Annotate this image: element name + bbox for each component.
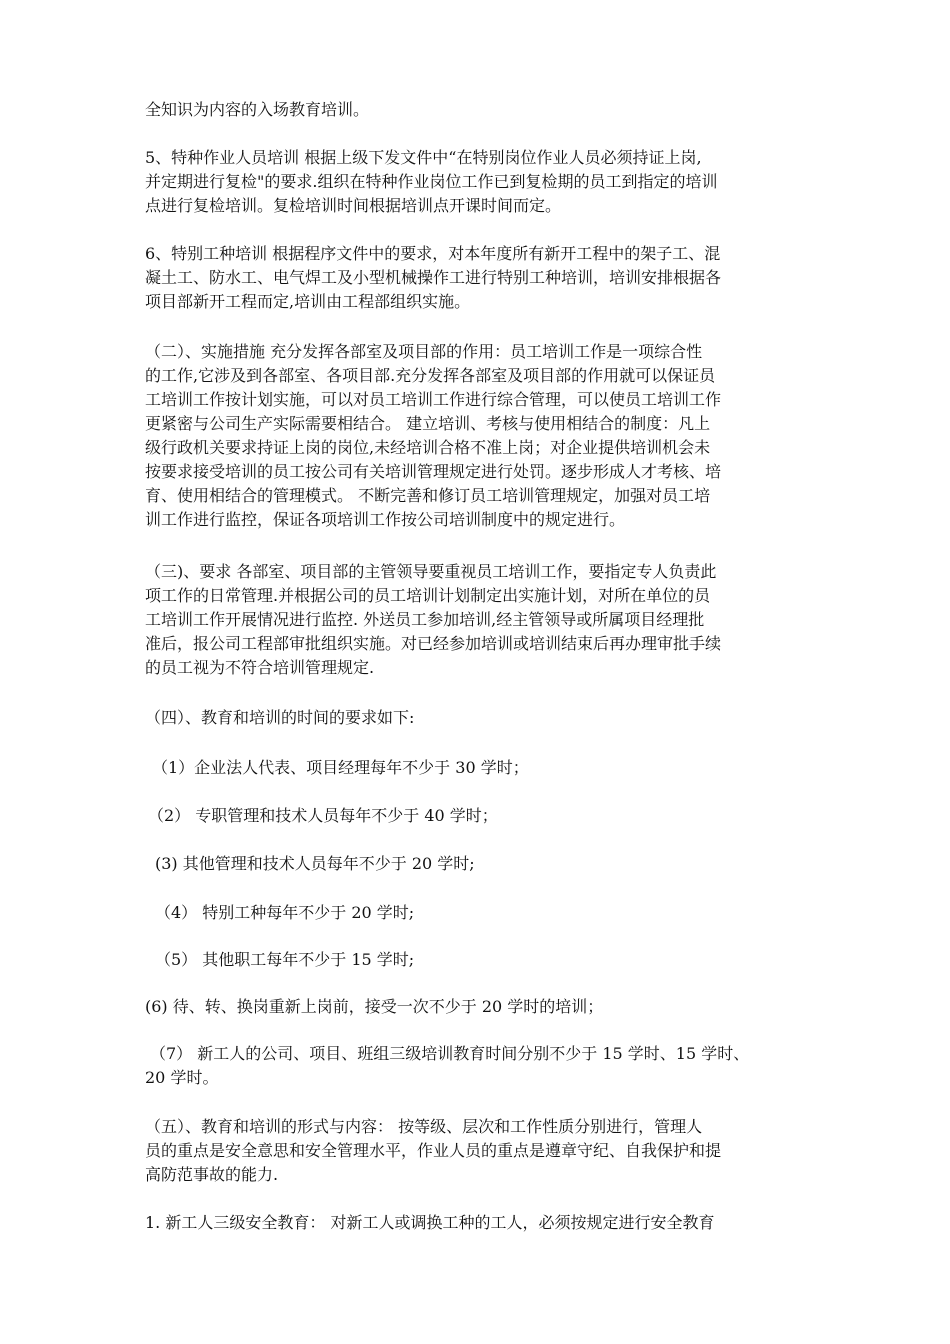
paragraph-special-trades-training [145,242,845,314]
text-line: 育、使用相结合的管理模式。 不断完善和修订员工培训管理规定，加强对员工培 [145,486,711,505]
text-line: 级行政机关要求持证上岗的岗位,未经培训合格不准上岗；对企业提供培训机会未 [145,438,711,457]
text-line: 项目部新开工程而定,培训由工程部组织实施。 [145,292,471,311]
text-line: 准后，报公司工程部审批组织实施。对已经参加培训或培训结束后再办理审批手续 [145,634,722,653]
text-line: 的工作,它涉及到各部室、各项目部.充分发挥各部室及项目部的作用就可以保证员 [145,366,716,385]
text-line: （7） 新工人的公司、项目、班组三级培训教育时间分别不少于 15 学时、15 学时、 [150,1044,750,1063]
list-item-5: （5） 其他职工每年不少于 15 学时; [155,950,415,969]
text-line: （四）、教育和培训的时间的要求如下: [145,708,415,727]
text-line: 员的重点是安全意思和安全管理水平，作业人员的重点是遵章守纪、自我保护和提 [145,1141,722,1160]
text-line: （五）、教育和培训的形式与内容： 按等级、层次和工作性质分别进行，管理人 [145,1117,703,1136]
paragraph-three-level-safety [145,1211,845,1235]
list-item-4: （4） 特别工种每年不少于 20 学时; [155,903,415,922]
text-line: 训工作进行监控，保证各项培训工作按公司培训制度中的规定进行。 [145,510,626,529]
paragraph-training-hours-heading [145,706,845,730]
text-line: 20 学时。 [145,1068,219,1087]
text-line: 按要求接受培训的员工按公司有关培训管理规定进行处罚。逐步形成人才考核、培 [145,462,722,481]
list-item-2: （2） 专职管理和技术人员每年不少于 40 学时； [148,806,498,825]
text-line: 1. 新工人三级安全教育： 对新工人或调换工种的工人，必须按规定进行安全教育 [145,1213,715,1232]
list-item-3: (3) 其他管理和技术人员每年不少于 20 学时; [155,854,475,873]
text-line: 全知识为内容的入场教育培训。 [145,100,370,119]
text-line: 项工作的日常管理.并根据公司的员工培训计划制定出实施计划，对所在单位的员 [145,586,711,605]
paragraph-training-forms [145,1115,845,1187]
text-line: 工培训工作按计划实施，可以对员工培训工作进行综合管理，可以使员工培训工作 [145,390,722,409]
paragraph-item-7 [145,1042,850,1090]
list-item-6: (6) 待、转、换岗重新上岗前，接受一次不少于 20 学时的培训； [145,997,604,1016]
text-line: 凝土工、防水工、电气焊工及小型机械操作工进行特别工种培训，培训安排根据各 [145,268,722,287]
paragraph-special-operations-training [145,146,845,218]
text-line: 点进行复检培训。复检培训时间根据培训点开课时间而定。 [145,196,562,215]
paragraph-requirements [145,560,845,680]
text-line: 工培训工作开展情况进行监控. 外送员工参加培训,经主管领导或所属项目经理批 [145,610,705,629]
text-line: 5、特种作业人员培训 根据上级下发文件中“在特别岗位作业人员必须持证上岗, [145,148,702,167]
text-line: （三)、要求 各部室、项目部的主管领导要重视员工培训工作，要指定专人负责此 [145,562,717,581]
text-line: 高防范事故的能力. [145,1165,279,1184]
text-line: （二）、实施措施 充分发挥各部室及项目部的作用：员工培训工作是一项综合性 [145,342,703,361]
text-line: 并定期进行复检"的要求.组织在特种作业岗位工作已到复检期的员工到指定的培训 [145,172,718,191]
text-line: 更紧密与公司生产实际需要相结合。 建立培训、考核与使用相结合的制度：凡上 [145,414,711,433]
text-line: 6、特别工种培训 根据程序文件中的要求，对本年度所有新开工程中的架子工、混 [145,244,721,263]
text-line: 的员工视为不符合培训管理规定. [145,658,375,677]
list-item-1: （1）企业法人代表、项目经理每年不少于 30 学时； [152,758,529,777]
paragraph-intro [145,98,845,122]
paragraph-implementation-measures [145,340,845,532]
